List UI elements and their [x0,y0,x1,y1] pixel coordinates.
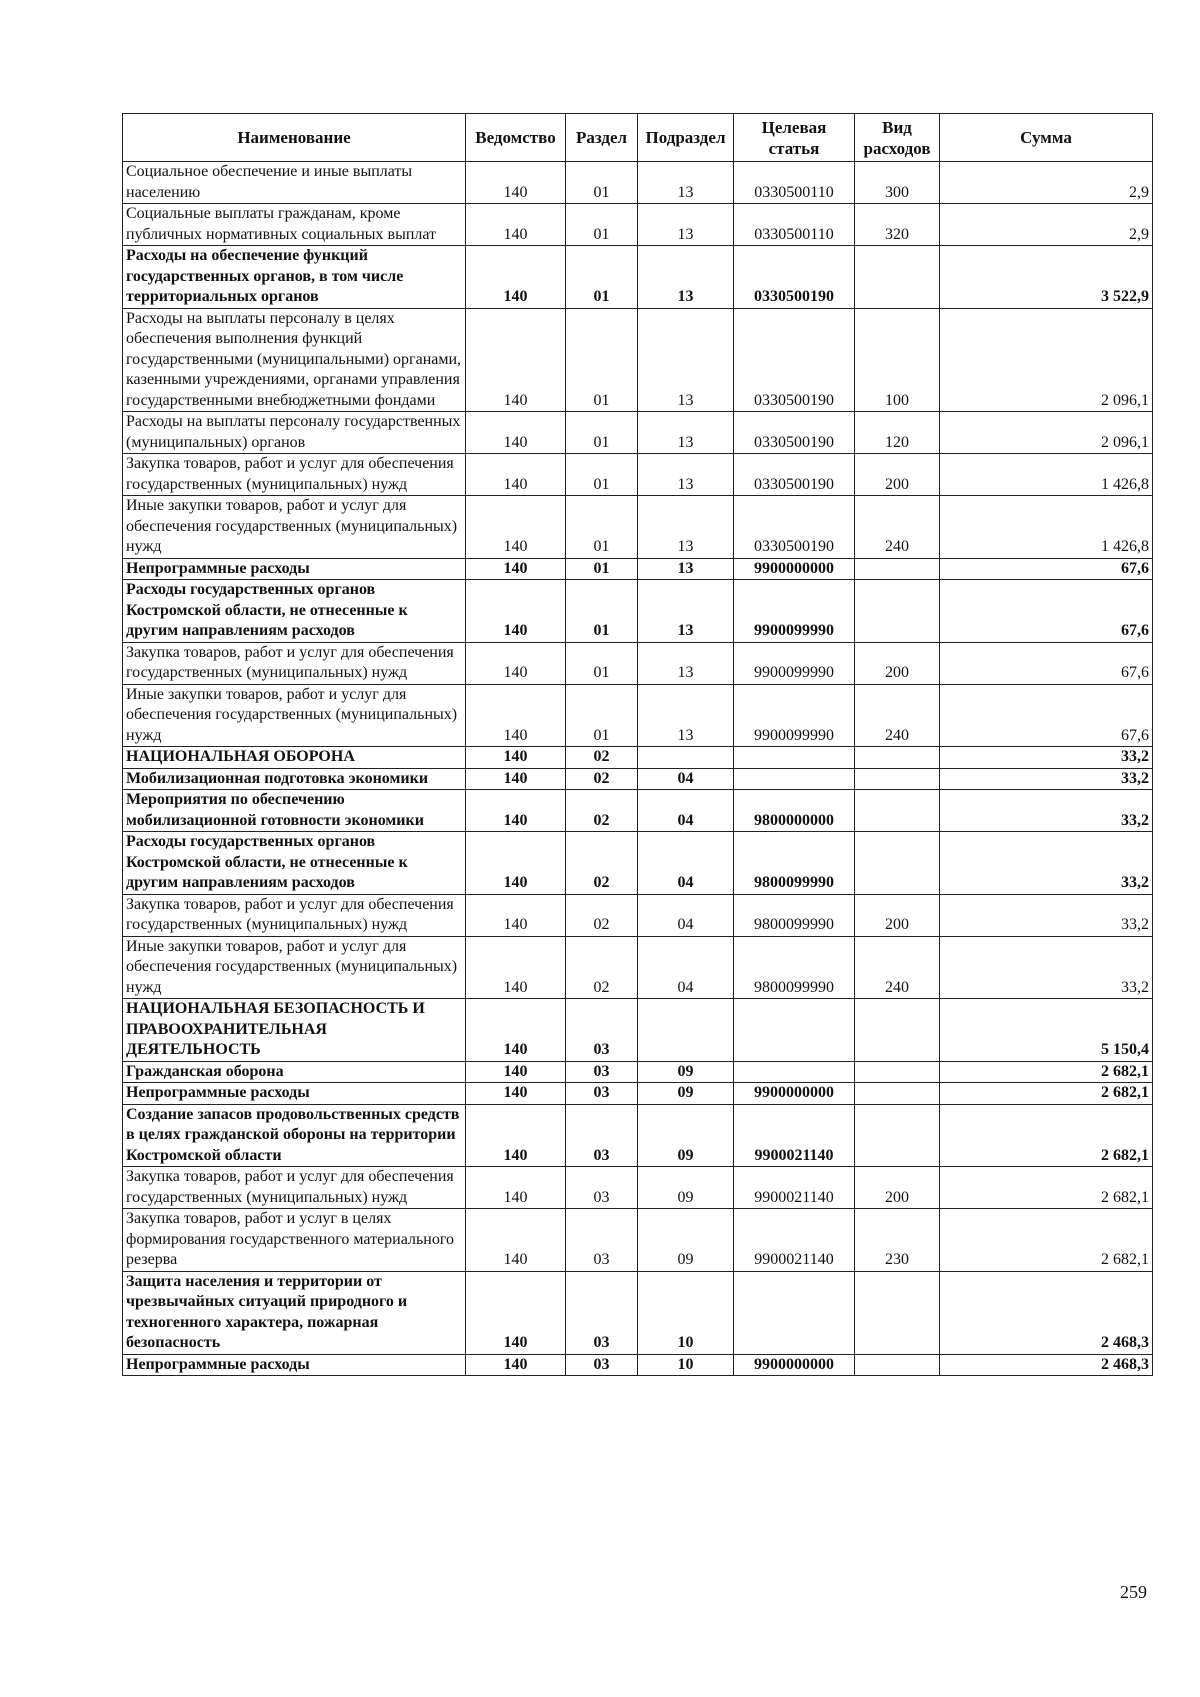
cell-summa: 33,2 [940,894,1153,936]
table-row [123,1271,1153,1354]
table-row [123,894,1153,936]
cell-podrazdel: 13 [638,412,734,454]
cell-vedomstvo: 140 [466,1167,566,1209]
table-row [123,747,1153,769]
cell-vid-rashodov [855,1061,940,1083]
cell-vedomstvo: 140 [466,558,566,580]
cell-vedomstvo: 140 [466,684,566,747]
cell-celevaya-statya: 9900099990 [734,684,855,747]
header-razdel: Раздел [566,114,638,162]
cell-summa: 2 682,1 [940,1167,1153,1209]
cell-vedomstvo: 140 [466,642,566,684]
cell-celevaya-statya: 9900000000 [734,1354,855,1376]
cell-vedomstvo: 140 [466,936,566,999]
cell-podrazdel: 13 [638,204,734,246]
cell-vid-rashodov: 240 [855,936,940,999]
cell-summa: 33,2 [940,747,1153,769]
cell-name: Закупка товаров, работ и услуг в целях формирования государственного материального резерва [123,1209,466,1272]
cell-vedomstvo: 140 [466,1271,566,1354]
header-name: Наименование [123,114,466,162]
cell-razdel: 02 [566,768,638,790]
cell-podrazdel: 13 [638,308,734,412]
cell-summa: 33,2 [940,768,1153,790]
cell-razdel: 01 [566,412,638,454]
cell-name: Расходы на обеспечение функций государственных органов, в том числе территориальных органов [123,246,466,309]
cell-vid-rashodov: 240 [855,496,940,559]
cell-vedomstvo: 140 [466,832,566,895]
cell-razdel: 03 [566,1271,638,1354]
cell-podrazdel: 10 [638,1271,734,1354]
cell-podrazdel: 13 [638,496,734,559]
cell-summa: 2 468,3 [940,1354,1153,1376]
cell-podrazdel [638,747,734,769]
cell-summa: 33,2 [940,936,1153,999]
cell-vedomstvo: 140 [466,1061,566,1083]
cell-podrazdel: 13 [638,580,734,643]
table-row [123,642,1153,684]
cell-name: Расходы на выплаты персоналу в целях обеспечения выполнения функций государственными (муниципальными) органами, казенными учреждениями, органами управления государственными внебюджетными фондами [123,308,466,412]
cell-summa: 2 096,1 [940,308,1153,412]
cell-razdel: 03 [566,1354,638,1376]
table-row [123,246,1153,309]
cell-name: Иные закупки товаров, работ и услуг для обеспечения государственных (муниципальных) нужд [123,496,466,559]
cell-razdel: 01 [566,308,638,412]
cell-podrazdel: 04 [638,768,734,790]
cell-summa: 2,9 [940,204,1153,246]
cell-vid-rashodov: 100 [855,308,940,412]
cell-podrazdel: 13 [638,454,734,496]
table-row [123,454,1153,496]
cell-celevaya-statya [734,1271,855,1354]
table-row [123,580,1153,643]
cell-vedomstvo: 140 [466,747,566,769]
cell-podrazdel: 09 [638,1209,734,1272]
cell-celevaya-statya: 9900021140 [734,1104,855,1167]
cell-vid-rashodov [855,747,940,769]
header-vid-rashodov: Вид расходов [855,114,940,162]
cell-vid-rashodov: 320 [855,204,940,246]
cell-vedomstvo: 140 [466,204,566,246]
cell-celevaya-statya: 0330500110 [734,162,855,204]
cell-podrazdel: 13 [638,684,734,747]
cell-vid-rashodov: 200 [855,1167,940,1209]
cell-summa: 1 426,8 [940,496,1153,559]
cell-podrazdel: 13 [638,162,734,204]
cell-razdel: 01 [566,246,638,309]
cell-name: Закупка товаров, работ и услуг для обеспечения государственных (муниципальных) нужд [123,454,466,496]
cell-vid-rashodov [855,832,940,895]
cell-name: Закупка товаров, работ и услуг для обеспечения государственных (муниципальных) нужд [123,1167,466,1209]
cell-vedomstvo: 140 [466,1209,566,1272]
cell-vedomstvo: 140 [466,496,566,559]
cell-podrazdel [638,999,734,1062]
cell-name: Иные закупки товаров, работ и услуг для обеспечения государственных (муниципальных) нужд [123,936,466,999]
table-row [123,936,1153,999]
cell-summa: 67,6 [940,642,1153,684]
cell-razdel: 01 [566,454,638,496]
cell-razdel: 02 [566,832,638,895]
cell-podrazdel: 04 [638,936,734,999]
table-body [123,162,1153,1376]
cell-vid-rashodov [855,768,940,790]
cell-name: Защита населения и территории от чрезвычайных ситуаций природного и техногенного характера, пожарная безопасность [123,1271,466,1354]
cell-name: Социальные выплаты гражданам, кроме публичных нормативных социальных выплат [123,204,466,246]
table-row [123,1167,1153,1209]
cell-vid-rashodov: 200 [855,642,940,684]
cell-name: Непрограммные расходы [123,558,466,580]
cell-summa: 67,6 [940,684,1153,747]
cell-name: Гражданская оборона [123,1061,466,1083]
cell-vedomstvo: 140 [466,162,566,204]
cell-razdel: 03 [566,1167,638,1209]
cell-celevaya-statya: 0330500190 [734,412,855,454]
table-row [123,162,1153,204]
cell-vid-rashodov [855,1354,940,1376]
cell-celevaya-statya: 9800099990 [734,832,855,895]
cell-summa: 2 468,3 [940,1271,1153,1354]
cell-summa: 2 682,1 [940,1104,1153,1167]
table-row [123,832,1153,895]
table-row [123,1354,1153,1376]
cell-celevaya-statya: 0330500110 [734,204,855,246]
cell-summa: 2 682,1 [940,1083,1153,1105]
cell-vid-rashodov [855,1104,940,1167]
header-summa: Сумма [940,114,1153,162]
cell-celevaya-statya: 0330500190 [734,496,855,559]
cell-summa: 5 150,4 [940,999,1153,1062]
cell-vedomstvo: 140 [466,1104,566,1167]
cell-summa: 2 682,1 [940,1209,1153,1272]
cell-razdel: 03 [566,999,638,1062]
cell-razdel: 02 [566,894,638,936]
cell-celevaya-statya: 9900099990 [734,580,855,643]
cell-celevaya-statya [734,768,855,790]
cell-podrazdel: 09 [638,1167,734,1209]
cell-podrazdel: 09 [638,1061,734,1083]
cell-razdel: 01 [566,496,638,559]
cell-vedomstvo: 140 [466,454,566,496]
cell-razdel: 03 [566,1209,638,1272]
header-celevaya-statya: Целевая статья [734,114,855,162]
cell-razdel: 01 [566,558,638,580]
cell-razdel: 02 [566,936,638,999]
page-number: 259 [1120,1582,1147,1602]
cell-razdel: 03 [566,1083,638,1105]
cell-summa: 1 426,8 [940,454,1153,496]
cell-name: Закупка товаров, работ и услуг для обеспечения государственных (муниципальных) нужд [123,642,466,684]
cell-vedomstvo: 140 [466,308,566,412]
cell-podrazdel: 10 [638,1354,734,1376]
cell-vid-rashodov [855,558,940,580]
table-row [123,308,1153,412]
cell-name: НАЦИОНАЛЬНАЯ ОБОРОНА [123,747,466,769]
cell-name: Иные закупки товаров, работ и услуг для обеспечения государственных (муниципальных) нужд [123,684,466,747]
table-row [123,684,1153,747]
cell-podrazdel: 04 [638,790,734,832]
cell-vedomstvo: 140 [466,246,566,309]
cell-summa: 33,2 [940,790,1153,832]
header-vedomstvo: Ведомство [466,114,566,162]
cell-vid-rashodov: 200 [855,894,940,936]
cell-razdel: 01 [566,684,638,747]
cell-name: Расходы государственных органов Костромской области, не отнесенные к другим направлениям расходов [123,580,466,643]
cell-vid-rashodov [855,790,940,832]
cell-vid-rashodov: 120 [855,412,940,454]
cell-name: Мобилизационная подготовка экономики [123,768,466,790]
cell-razdel: 01 [566,580,638,643]
cell-vid-rashodov: 300 [855,162,940,204]
cell-celevaya-statya: 9900000000 [734,1083,855,1105]
cell-vid-rashodov: 200 [855,454,940,496]
cell-vedomstvo: 140 [466,999,566,1062]
cell-summa: 3 522,9 [940,246,1153,309]
cell-name: Непрограммные расходы [123,1083,466,1105]
cell-podrazdel: 04 [638,894,734,936]
cell-name: Социальное обеспечение и иные выплаты населению [123,162,466,204]
cell-celevaya-statya: 9800099990 [734,936,855,999]
cell-vedomstvo: 140 [466,768,566,790]
table-header-row [123,114,1153,162]
cell-name: Расходы государственных органов Костромской области, не отнесенные к другим направлениям расходов [123,832,466,895]
cell-name: Непрограммные расходы [123,1354,466,1376]
table-row [123,790,1153,832]
cell-name: Закупка товаров, работ и услуг для обеспечения государственных (муниципальных) нужд [123,894,466,936]
table-row [123,768,1153,790]
cell-celevaya-statya [734,747,855,769]
cell-celevaya-statya: 9900021140 [734,1209,855,1272]
cell-podrazdel: 13 [638,558,734,580]
cell-celevaya-statya: 0330500190 [734,308,855,412]
table-row [123,1209,1153,1272]
cell-podrazdel: 04 [638,832,734,895]
cell-vedomstvo: 140 [466,1354,566,1376]
cell-name: Создание запасов продовольственных средств в целях гражданской обороны на территории Костромской области [123,1104,466,1167]
table-row [123,999,1153,1062]
table-row [123,1104,1153,1167]
cell-summa: 2 096,1 [940,412,1153,454]
cell-podrazdel: 13 [638,246,734,309]
cell-vedomstvo: 140 [466,580,566,643]
cell-podrazdel: 09 [638,1083,734,1105]
cell-name: НАЦИОНАЛЬНАЯ БЕЗОПАСНОСТЬ И ПРАВООХРАНИТЕЛЬНАЯ ДЕЯТЕЛЬНОСТЬ [123,999,466,1062]
cell-celevaya-statya: 0330500190 [734,454,855,496]
cell-vid-rashodov [855,580,940,643]
cell-celevaya-statya: 9800000000 [734,790,855,832]
cell-celevaya-statya [734,1061,855,1083]
cell-summa: 67,6 [940,558,1153,580]
cell-vid-rashodov: 240 [855,684,940,747]
cell-summa: 2,9 [940,162,1153,204]
cell-razdel: 03 [566,1104,638,1167]
cell-summa: 67,6 [940,580,1153,643]
cell-razdel: 02 [566,747,638,769]
cell-vedomstvo: 140 [466,894,566,936]
table-row [123,1061,1153,1083]
cell-celevaya-statya: 9800099990 [734,894,855,936]
table-row [123,204,1153,246]
cell-razdel: 01 [566,204,638,246]
cell-summa: 2 682,1 [940,1061,1153,1083]
cell-celevaya-statya: 0330500190 [734,246,855,309]
cell-vedomstvo: 140 [466,790,566,832]
cell-summa: 33,2 [940,832,1153,895]
table-row [123,496,1153,559]
cell-razdel: 03 [566,1061,638,1083]
budget-table [122,113,1153,1376]
header-podrazdel: Подраздел [638,114,734,162]
cell-name: Расходы на выплаты персоналу государственных (муниципальных) органов [123,412,466,454]
cell-vid-rashodov [855,1083,940,1105]
cell-vid-rashodov: 230 [855,1209,940,1272]
table-row [123,412,1153,454]
cell-celevaya-statya [734,999,855,1062]
cell-razdel: 02 [566,790,638,832]
cell-celevaya-statya: 9900021140 [734,1167,855,1209]
cell-razdel: 01 [566,642,638,684]
cell-celevaya-statya: 9900099990 [734,642,855,684]
cell-vid-rashodov [855,999,940,1062]
table-row [123,558,1153,580]
cell-razdel: 01 [566,162,638,204]
table-row [123,1083,1153,1105]
cell-podrazdel: 09 [638,1104,734,1167]
cell-vid-rashodov [855,1271,940,1354]
cell-celevaya-statya: 9900000000 [734,558,855,580]
cell-name: Мероприятия по обеспечению мобилизационной готовности экономики [123,790,466,832]
cell-vedomstvo: 140 [466,412,566,454]
cell-vedomstvo: 140 [466,1083,566,1105]
cell-vid-rashodov [855,246,940,309]
cell-podrazdel: 13 [638,642,734,684]
